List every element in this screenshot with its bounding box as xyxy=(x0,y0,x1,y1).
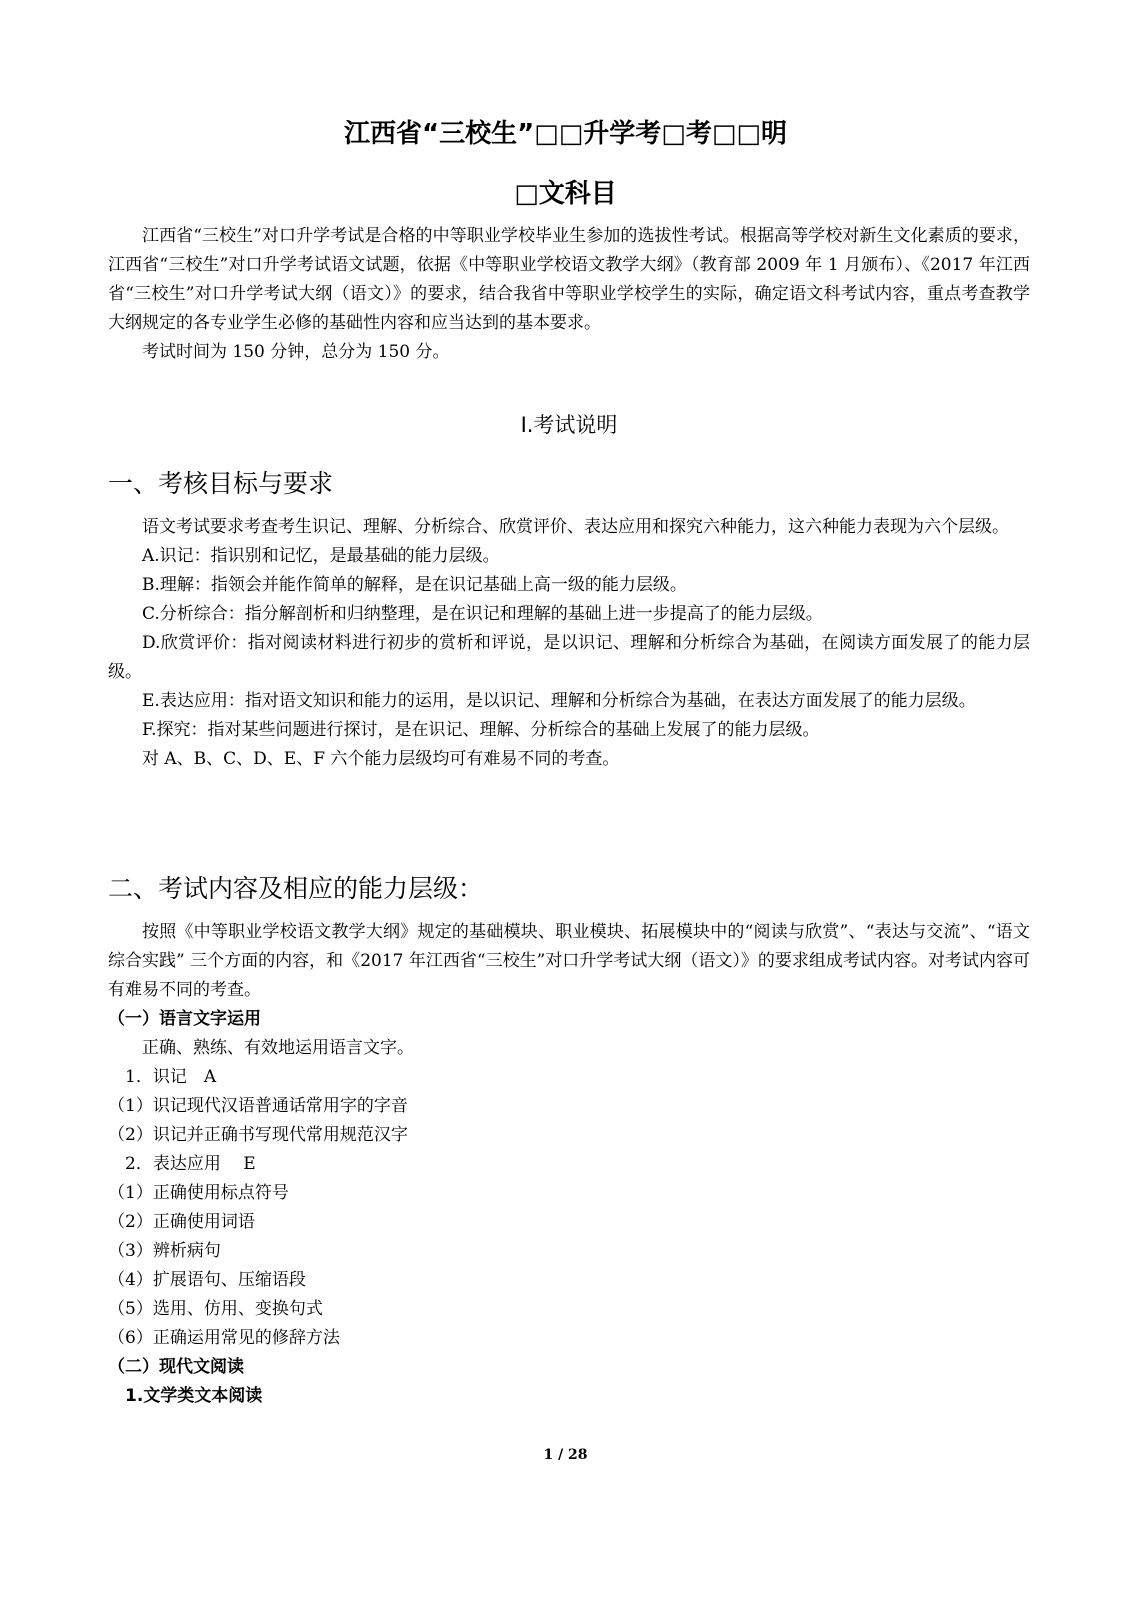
content-body xyxy=(108,918,1030,1411)
subject-title: □文科目 xyxy=(514,179,617,209)
subheading-language-use: （一）语言文字运用 xyxy=(108,1009,261,1029)
list-item: （2）正确使用词语 xyxy=(108,1212,255,1232)
intro-block xyxy=(108,222,1030,367)
goals-body xyxy=(108,513,1030,774)
section-content xyxy=(108,872,1030,906)
section-heading-exam-description: I.考试说明 xyxy=(520,413,618,437)
section-goals xyxy=(108,467,1030,501)
list-item: （5）选用、仿用、变换句式 xyxy=(108,1299,323,1319)
heading-goals: 一、考核目标与要求 xyxy=(108,469,334,498)
content-intro: 按照《中等职业学校语文教学大纲》规定的基础模块、职业模块、拓展模块中的“阅读与欣赏”、“表达与交流”、“语文综合实践” 三个方面的内容，和《2017 年江西省“三校生”对口升学考试大纲（语文）》的要求组成考试内容。对考试内容可有难易不同的考查。 xyxy=(108,922,1030,1000)
exam-time-paragraph: 考试时间为 150 分钟，总分为 150 分。 xyxy=(142,342,450,362)
page-number: 1 / 28 xyxy=(543,1447,588,1463)
language-use-desc: 正确、熟练、有效地运用语言文字。 xyxy=(142,1038,414,1058)
item-expression: 2．表达应用 E xyxy=(125,1154,256,1174)
list-item: （6）正确运用常见的修辞方法 xyxy=(108,1328,340,1348)
subheading-modern-reading: （二）现代文阅读 xyxy=(108,1357,244,1377)
list-item: （3）辨析病句 xyxy=(108,1241,221,1261)
level-item: B.理解：指领会并能作简单的解释，是在识记基础上高一级的能力层级。 xyxy=(142,575,687,595)
intro-paragraph: 江西省“三校生”对口升学考试是合格的中等职业学校毕业生参加的选拔性考试。根据高等学校对新生文化素质的要求，江西省“三校生”对口升学考试语文试题，依据《中等职业学校语文教学大纲》（教育部 2009 年 1 月颁布）、《2017 年江西省“三校生”对口升学考试大纲（语文）》的要求，结合我省中等职业学校学生的实际，确定语文科考试内容，重点考查教学大纲规定的各专业学生必修的基础性内容和应当达到的基本要求。 xyxy=(108,226,1030,333)
item-recall: 1．识记 A xyxy=(125,1067,217,1087)
item-literary-reading: 1.文学类文本阅读 xyxy=(125,1386,263,1406)
level-item: C.分析综合：指分解剖析和归纳整理，是在识记和理解的基础上进一步提高了的能力层级。 xyxy=(142,604,823,624)
level-item: A.识记：指识别和记忆，是最基础的能力层级。 xyxy=(142,546,500,566)
level-item: F.探究：指对某些问题进行探讨，是在识记、理解、分析综合的基础上发展了的能力层级。 xyxy=(142,720,820,740)
list-item: （1）识记现代汉语普通话常用字的字音 xyxy=(108,1096,408,1116)
goals-intro: 语文考试要求考查考生识记、理解、分析综合、欣赏评价、表达应用和探究六种能力，这六种能力表现为六个层级。 xyxy=(142,517,1009,537)
list-item: （4）扩展语句、压缩语段 xyxy=(108,1270,306,1290)
list-item: （1）正确使用标点符号 xyxy=(108,1183,289,1203)
list-item: （2）识记并正确书写现代常用规范汉字 xyxy=(108,1125,408,1145)
heading-content: 二、考试内容及相应的能力层级： xyxy=(108,874,484,903)
document-title: 江西省“三校生”□□升学考□考□□明 xyxy=(343,119,787,149)
level-item: E.表达应用：指对语文知识和能力的运用，是以识记、理解和分析综合为基础，在表达方面发展了的能力层级。 xyxy=(142,691,976,711)
level-summary: 对 A、B、C、D、E、F 六个能力层级均可有难易不同的考查。 xyxy=(142,749,620,769)
level-item: D.欣赏评价：指对阅读材料进行初步的赏析和评说，是以识记、理解和分析综合为基础，在阅读方面发展了的能力层级。 xyxy=(108,633,1030,682)
